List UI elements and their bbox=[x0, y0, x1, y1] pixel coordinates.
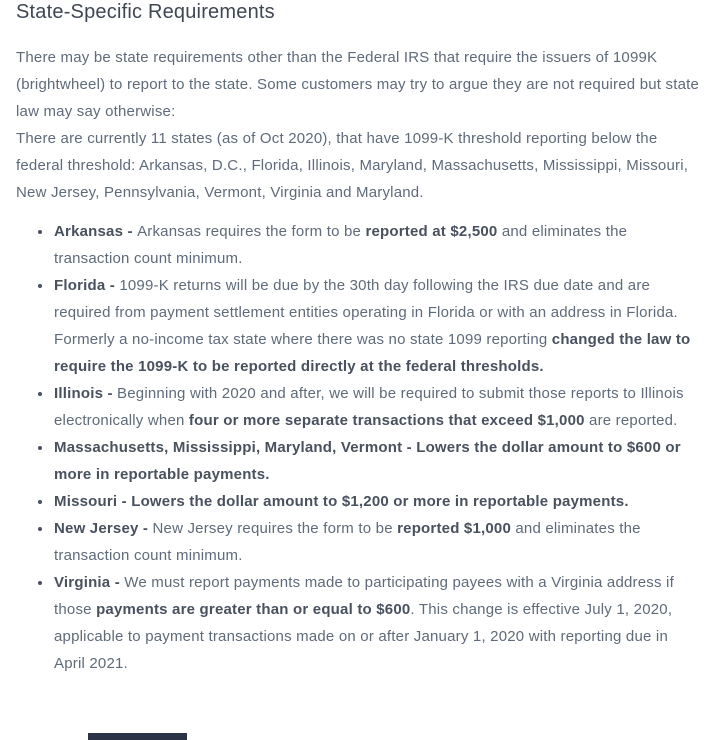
requirement-bold-text: reported $1,000 bbox=[397, 520, 511, 537]
requirement-text: and eliminates the transaction count minimum. bbox=[54, 520, 641, 564]
cropped-bottom-element bbox=[88, 733, 187, 740]
requirement-item bbox=[53, 380, 700, 434]
requirement-bold-text: Virginia - bbox=[54, 574, 125, 591]
requirement-bold-text: Missouri - Lowers the dollar amount to $1,200 or more in reportable payments. bbox=[54, 493, 629, 510]
requirement-text: We must report payments made to participating payees with a Virginia address if those bbox=[54, 574, 674, 618]
requirement-item bbox=[53, 569, 700, 677]
requirement-text: 1099-K returns will be due by the 30th day following the IRS due date and are required from payment settlement entities operating in Florida or with an address in Florida. Formerly a no-income tax state where there was no state 1099 reporting bbox=[54, 277, 678, 348]
requirement-item bbox=[53, 272, 700, 380]
requirement-bold-text: four or more separate transactions that exceed $1,000 bbox=[188, 412, 585, 429]
requirement-bold-text: Illinois - bbox=[54, 385, 118, 402]
requirement-text: Beginning with 2020 and after, we will be required to submit those reports to Illinois electronically when bbox=[54, 385, 684, 429]
requirements-list bbox=[16, 218, 700, 677]
requirement-item bbox=[53, 218, 700, 272]
intro bbox=[16, 44, 700, 206]
requirement-bold-text: payments are greater than or equal to $600 bbox=[96, 601, 411, 618]
requirement-text: are reported. bbox=[584, 412, 678, 429]
requirement-bold-text: reported at $2,500 bbox=[365, 223, 498, 240]
requirement-text: . This change is effective July 1, 2020, applicable to payment transactions made on or after January 1, 2020 with reporting due in April 2021. bbox=[54, 601, 673, 672]
requirement-text: and eliminates the transaction count minimum. bbox=[54, 223, 628, 267]
requirement-bold-text: Massachusetts, Mississippi, Maryland, Vermont - Lowers the dollar amount to $600 or more in reportable payments. bbox=[54, 439, 681, 483]
requirement-item bbox=[53, 434, 700, 488]
requirement-item bbox=[53, 488, 700, 515]
requirement-text: New Jersey requires the form to be bbox=[152, 520, 398, 537]
requirement-bold-text: New Jersey - bbox=[54, 520, 153, 537]
requirement-bold-text: Arkansas - bbox=[54, 223, 138, 240]
page-title: State-Specific Requirements bbox=[16, 1, 275, 23]
intro-paragraph: There are currently 11 states (as of Oct 2020), that have 1099-K threshold reporting below the federal threshold: Arkansas, D.C., Florida, Illinois, Maryland, Massachusetts, Mississippi, Missouri, New Jersey, Pennsylvania, Vermont, Virginia and Maryland. bbox=[16, 130, 689, 201]
requirement-item bbox=[53, 515, 700, 569]
intro-paragraph: There may be state requirements other than the Federal IRS that require the issuers of 1099K (brightwheel) to report to the state. Some customers may try to argue they are not required but state law may say otherwise: bbox=[16, 49, 700, 120]
requirement-text: Arkansas requires the form to be bbox=[137, 223, 366, 240]
requirement-bold-text: Florida - bbox=[54, 277, 120, 294]
requirement-bold-text: changed the law to require the 1099-K to be reported directly at the federal thresholds. bbox=[54, 331, 691, 375]
